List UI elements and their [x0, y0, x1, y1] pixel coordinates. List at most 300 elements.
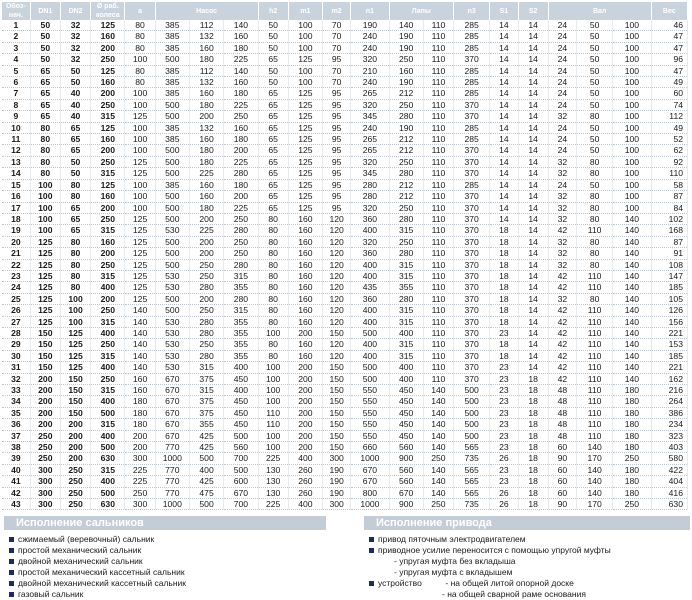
table-cell: 370	[454, 259, 490, 270]
table-cell: 18	[518, 476, 548, 487]
table-row	[2, 316, 688, 327]
table-cell: 280	[189, 350, 223, 361]
table-cell: 125	[30, 270, 60, 281]
table-cell: 140	[423, 385, 453, 396]
table-cell: 315	[389, 339, 423, 350]
table-cell: 80	[576, 248, 612, 259]
table-cell: 100	[288, 77, 322, 88]
table-cell: 315	[189, 362, 223, 373]
col-header: Вал	[548, 2, 651, 20]
table-cell: 140	[125, 350, 155, 361]
table-cell: 260	[288, 487, 322, 498]
table-cell: 375	[189, 373, 223, 384]
table-cell: 300	[323, 499, 351, 510]
drive-option	[364, 534, 690, 545]
table-cell: 125	[125, 225, 155, 236]
table-cell: 160	[189, 191, 223, 202]
table-cell: 150	[60, 385, 90, 396]
table-cell: 160	[189, 88, 223, 99]
col-header: S2	[518, 2, 548, 20]
table-cell: 560	[224, 442, 258, 453]
table-cell: 400	[91, 396, 125, 407]
seal-option-label: двойной механический кассетный сальник	[18, 578, 186, 588]
table-cell: 120	[323, 248, 351, 259]
table-cell: 345	[351, 111, 389, 122]
table-cell: 320	[351, 54, 389, 65]
table-cell: 110	[423, 122, 453, 133]
table-cell: 18	[490, 350, 518, 361]
table-cell: 4	[2, 54, 30, 65]
table-cell: 900	[389, 499, 423, 510]
table-cell: 14	[518, 99, 548, 110]
table-cell: 500	[454, 385, 490, 396]
table-row	[2, 236, 688, 247]
table-cell: 140	[613, 327, 651, 338]
table-cell: 1000	[351, 499, 389, 510]
table-row	[2, 191, 688, 202]
table-cell: 60	[548, 476, 576, 487]
table-cell: 210	[351, 65, 389, 76]
table-cell: 50	[258, 65, 288, 76]
table-cell: 200	[30, 385, 60, 396]
table-cell: 14	[490, 213, 518, 224]
table-cell: 70	[323, 20, 351, 31]
table-cell: 400	[91, 327, 125, 338]
table-cell: 80	[30, 145, 60, 156]
table-row	[2, 42, 688, 53]
table-cell: 320	[351, 236, 389, 247]
table-cell: 280	[351, 191, 389, 202]
seals-list	[4, 534, 326, 600]
table-cell: 225	[125, 476, 155, 487]
table-cell: 250	[224, 111, 258, 122]
table-cell: 130	[258, 487, 288, 498]
table-cell: 110	[423, 134, 453, 145]
table-cell: 150	[30, 362, 60, 373]
table-cell: 250	[91, 259, 125, 270]
table-cell: 80	[125, 65, 155, 76]
table-cell: 355	[189, 419, 223, 430]
table-cell: 500	[155, 54, 189, 65]
table-cell: 355	[224, 282, 258, 293]
table-cell: 125	[30, 248, 60, 259]
table-cell: 180	[125, 407, 155, 418]
seal-option-label: двойной механический сальник	[18, 556, 143, 566]
table-cell: 240	[351, 42, 389, 53]
table-cell: 500	[454, 419, 490, 430]
table-cell: 110	[423, 145, 453, 156]
table-cell: 140	[576, 442, 612, 453]
table-cell: 160	[224, 77, 258, 88]
table-cell: 221	[651, 327, 687, 338]
table-cell: 250	[613, 453, 651, 464]
table-cell: 425	[189, 476, 223, 487]
table-cell: 100	[258, 430, 288, 441]
table-cell: 160	[288, 259, 322, 270]
table-cell: 140	[576, 487, 612, 498]
table-cell: 95	[323, 122, 351, 133]
table-cell: 565	[454, 476, 490, 487]
table-cell: 225	[224, 202, 258, 213]
table-cell: 9	[2, 111, 30, 122]
table-cell: 190	[389, 77, 423, 88]
table-cell: 80	[60, 236, 90, 247]
table-cell: 300	[30, 476, 60, 487]
table-cell: 14	[490, 111, 518, 122]
table-cell: 65	[258, 145, 288, 156]
seal-option-label: газовый сальник	[18, 589, 84, 599]
table-cell: 110	[423, 213, 453, 224]
table-cell: 315	[389, 350, 423, 361]
table-cell: 200	[288, 430, 322, 441]
table-cell: 212	[389, 179, 423, 190]
table-cell: 140	[423, 396, 453, 407]
table-cell: 80	[30, 134, 60, 145]
table-cell: 315	[91, 419, 125, 430]
table-cell: 500	[155, 145, 189, 156]
table-cell: 42	[548, 316, 576, 327]
table-cell: 125	[125, 259, 155, 270]
table-cell: 110	[576, 327, 612, 338]
table-cell: 400	[288, 499, 322, 510]
table-cell: 250	[613, 499, 651, 510]
table-cell: 50	[30, 31, 60, 42]
table-cell: 18	[490, 305, 518, 316]
table-cell: 560	[389, 442, 423, 453]
table-row	[2, 385, 688, 396]
table-cell: 20	[2, 236, 30, 247]
table-cell: 150	[30, 350, 60, 361]
table-cell: 180	[613, 419, 651, 430]
table-cell: 280	[224, 259, 258, 270]
table-cell: 140	[423, 464, 453, 475]
table-cell: 110	[576, 396, 612, 407]
table-cell: 200	[288, 407, 322, 418]
table-cell: 32	[60, 54, 90, 65]
table-cell: 26	[490, 499, 518, 510]
drive-list	[364, 534, 690, 600]
table-row	[2, 179, 688, 190]
table-cell: 370	[454, 168, 490, 179]
table-cell: 58	[651, 179, 687, 190]
drive-option-label: привод пяточным электродвигателем	[378, 534, 526, 544]
table-cell: 125	[288, 145, 322, 156]
table-cell: 600	[224, 476, 258, 487]
table-cell: 280	[351, 179, 389, 190]
table-cell: 375	[189, 407, 223, 418]
table-cell: 42	[548, 339, 576, 350]
table-cell: 180	[613, 385, 651, 396]
table-cell: 14	[518, 327, 548, 338]
table-cell: 110	[423, 191, 453, 202]
table-cell: 18	[490, 282, 518, 293]
table-cell: 125	[125, 111, 155, 122]
table-cell: 530	[155, 339, 189, 350]
table-cell: 125	[125, 156, 155, 167]
drive-option-label: устройство - на общей литой опорной доске	[378, 578, 574, 588]
table-cell: 125	[125, 236, 155, 247]
table-cell: 323	[651, 430, 687, 441]
table-cell: 14	[490, 42, 518, 53]
table-cell: 18	[490, 236, 518, 247]
table-cell: 100	[125, 202, 155, 213]
table-cell: 48	[548, 407, 576, 418]
table-cell: 120	[323, 305, 351, 316]
table-cell: 100	[258, 385, 288, 396]
table-cell: 14	[518, 305, 548, 316]
table-cell: 60	[548, 464, 576, 475]
table-cell: 80	[258, 305, 288, 316]
table-cell: 630	[651, 499, 687, 510]
table-cell: 500	[224, 430, 258, 441]
table-cell: 150	[60, 396, 90, 407]
table-cell: 180	[613, 476, 651, 487]
table-cell: 500	[155, 191, 189, 202]
table-cell: 160	[389, 65, 423, 76]
table-cell: 225	[189, 225, 223, 236]
table-row	[2, 499, 688, 510]
table-cell: 140	[423, 407, 453, 418]
table-cell: 150	[323, 407, 351, 418]
table-cell: 65	[258, 168, 288, 179]
table-cell: 14	[518, 77, 548, 88]
table-cell: 530	[155, 225, 189, 236]
table-cell: 500	[91, 487, 125, 498]
table-cell: 100	[30, 191, 60, 202]
table-cell: 140	[423, 487, 453, 498]
table-cell: 50	[576, 179, 612, 190]
table-cell: 670	[155, 407, 189, 418]
table-cell: 12	[2, 145, 30, 156]
table-cell: 530	[155, 316, 189, 327]
table-cell: 500	[351, 327, 389, 338]
table-cell: 265	[351, 145, 389, 156]
table-cell: 225	[258, 453, 288, 464]
table-cell: 250	[91, 54, 125, 65]
table-cell: 48	[548, 430, 576, 441]
table-cell: 200	[189, 236, 223, 247]
table-cell: 65	[60, 134, 90, 145]
table-cell: 65	[60, 122, 90, 133]
table-cell: 185	[651, 350, 687, 361]
table-cell: 125	[288, 111, 322, 122]
table-cell: 125	[30, 305, 60, 316]
table-cell: 14	[518, 156, 548, 167]
table-cell: 24	[548, 134, 576, 145]
table-cell: 120	[323, 350, 351, 361]
table-cell: 42	[548, 270, 576, 281]
table-cell: 160	[189, 179, 223, 190]
seal-option	[4, 578, 326, 589]
drive-panel	[364, 516, 690, 600]
table-cell: 38	[2, 442, 30, 453]
table-cell: 200	[288, 396, 322, 407]
table-cell: 14	[518, 42, 548, 53]
table-cell: 530	[155, 350, 189, 361]
table-cell: 180	[189, 99, 223, 110]
table-cell: 200	[30, 373, 60, 384]
table-cell: 100	[125, 88, 155, 99]
col-header: m1	[288, 2, 322, 20]
table-cell: 200	[288, 327, 322, 338]
table-cell: 120	[323, 270, 351, 281]
table-cell: 225	[189, 168, 223, 179]
table-row	[2, 248, 688, 259]
table-cell: 100	[258, 362, 288, 373]
table-cell: 125	[288, 99, 322, 110]
table-cell: 160	[224, 122, 258, 133]
table-cell: 50	[576, 42, 612, 53]
table-row	[2, 202, 688, 213]
col-header: a	[125, 2, 155, 20]
table-cell: 450	[224, 407, 258, 418]
table-cell: 280	[389, 168, 423, 179]
table-cell: 200	[288, 362, 322, 373]
table-cell: 416	[651, 487, 687, 498]
table-cell: 125	[60, 362, 90, 373]
table-cell: 385	[155, 88, 189, 99]
table-cell: 110	[423, 42, 453, 53]
table-cell: 80	[576, 168, 612, 179]
table-cell: 315	[91, 270, 125, 281]
table-cell: 95	[323, 156, 351, 167]
table-cell: 80	[258, 236, 288, 247]
table-cell: 250	[60, 464, 90, 475]
table-cell: 110	[423, 373, 453, 384]
table-cell: 110	[423, 350, 453, 361]
table-cell: 190	[389, 42, 423, 53]
table-cell: 125	[288, 54, 322, 65]
table-cell: 500	[155, 156, 189, 167]
table-cell: 14	[518, 282, 548, 293]
table-cell: 70	[323, 31, 351, 42]
seals-title: Исполнение сальников	[4, 516, 326, 530]
table-cell: 14	[518, 134, 548, 145]
col-header: m2	[323, 2, 351, 20]
table-cell: 65	[258, 99, 288, 110]
table-cell: 42	[548, 362, 576, 373]
table-cell: 65	[30, 111, 60, 122]
table-cell: 14	[490, 54, 518, 65]
table-cell: 140	[576, 464, 612, 475]
table-cell: 14	[518, 248, 548, 259]
table-cell: 18	[518, 419, 548, 430]
table-cell: 28	[2, 327, 30, 338]
table-cell: 450	[389, 430, 423, 441]
table-cell: 140	[125, 327, 155, 338]
table-cell: 14	[518, 293, 548, 304]
table-cell: 32	[548, 248, 576, 259]
table-cell: 26	[490, 487, 518, 498]
table-cell: 14	[518, 191, 548, 202]
table-cell: 1000	[155, 453, 189, 464]
table-cell: 18	[518, 499, 548, 510]
table-cell: 110	[423, 248, 453, 259]
table-cell: 125	[125, 213, 155, 224]
table-cell: 35	[2, 407, 30, 418]
table-cell: 110	[423, 54, 453, 65]
table-cell: 100	[125, 122, 155, 133]
table-cell: 47	[651, 42, 687, 53]
table-cell: 100	[30, 202, 60, 213]
table-cell: 80	[576, 191, 612, 202]
table-cell: 200	[189, 293, 223, 304]
table-cell: 140	[423, 430, 453, 441]
table-cell: 14	[518, 31, 548, 42]
table-cell: 370	[454, 339, 490, 350]
table-cell: 125	[125, 168, 155, 179]
table-cell: 280	[389, 248, 423, 259]
table-cell: 110	[423, 282, 453, 293]
table-cell: 112	[189, 20, 223, 31]
table-cell: 18	[518, 373, 548, 384]
table-cell: 26	[490, 453, 518, 464]
table-cell: 315	[389, 316, 423, 327]
table-cell: 360	[351, 213, 389, 224]
table-cell: 60	[651, 88, 687, 99]
seal-option-label: простой механический сальник	[18, 545, 142, 555]
table-cell: 670	[155, 373, 189, 384]
table-cell: 14	[490, 168, 518, 179]
table-cell: 370	[454, 282, 490, 293]
table-cell: 100	[613, 54, 651, 65]
table-cell: 370	[454, 213, 490, 224]
table-cell: 180	[224, 42, 258, 53]
table-cell: 125	[91, 122, 125, 133]
table-cell: 475	[189, 487, 223, 498]
table-cell: 14	[490, 179, 518, 190]
table-cell: 500	[155, 213, 189, 224]
table-cell: 110	[576, 350, 612, 361]
table-cell: 100	[288, 42, 322, 53]
table-cell: 180	[189, 54, 223, 65]
table-row	[2, 396, 688, 407]
table-cell: 100	[613, 168, 651, 179]
table-cell: 450	[389, 419, 423, 430]
table-cell: 125	[288, 202, 322, 213]
table-cell: 400	[351, 316, 389, 327]
table-cell: 43	[2, 499, 30, 510]
table-cell: 400	[91, 362, 125, 373]
table-cell: 315	[189, 385, 223, 396]
table-row	[2, 430, 688, 441]
seal-option-label: простой механический кассетный сальник	[18, 567, 185, 577]
table-cell: 52	[651, 134, 687, 145]
table-cell: 32	[60, 31, 90, 42]
table-cell: 370	[454, 54, 490, 65]
table-cell: 315	[91, 316, 125, 327]
table-cell: 770	[155, 476, 189, 487]
table-cell: 200	[224, 145, 258, 156]
table-cell: 130	[258, 464, 288, 475]
table-cell: 100	[613, 65, 651, 76]
table-cell: 14	[490, 134, 518, 145]
table-cell: 315	[224, 305, 258, 316]
col-header: Ø раб. колеса	[91, 2, 125, 20]
table-cell: 370	[454, 305, 490, 316]
table-cell: 190	[351, 20, 389, 31]
table-cell: 87	[651, 236, 687, 247]
col-header: DN1	[30, 2, 60, 20]
table-cell: 48	[548, 419, 576, 430]
table-cell: 105	[651, 293, 687, 304]
table-cell: 47	[651, 65, 687, 76]
table-cell: 50	[258, 31, 288, 42]
col-header: Лапы	[389, 2, 454, 20]
table-cell: 500	[155, 236, 189, 247]
table-cell: 160	[91, 134, 125, 145]
table-cell: 300	[323, 453, 351, 464]
